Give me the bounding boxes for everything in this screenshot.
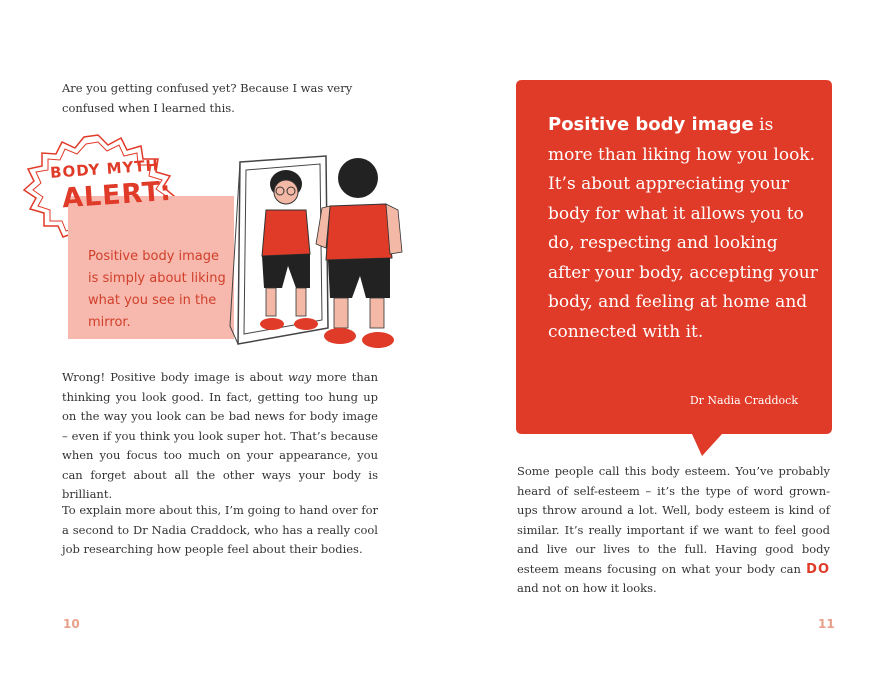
wrong-text-end: more than thinking you look good. In fact, getting too hung up on the way you look can be bad news for body image – even if you think you look super hot. That’s because when you focus too much on your appearance, you can forget about all the other ways your body is brilliant. — [62, 370, 378, 501]
alert-title — [40, 156, 173, 215]
esteem-text-start: Some people call this body esteem. You’ve probably heard of self-esteem – it’s the type of word grown-ups throw around a lot. Well, body esteem is kind of similar. It’s really important if we want to feel good and live our lives to the full. Having good body esteem means focusing on what your body can — [517, 464, 830, 576]
esteem-paragraph — [517, 462, 830, 599]
do-emphasis: DO — [806, 561, 830, 577]
alert-line-1: BODY MYTH — [49, 156, 160, 182]
quote-body: is more than liking how you look. It’s about appreciating your body for what it allows you to do, respecting and looking after your body, accepting your body, and feeling at home and connected with it. — [548, 115, 818, 342]
mirror-illustration — [226, 148, 412, 358]
intro-paragraph: Are you getting confused yet? Because I was very confused when I learned this. — [62, 81, 353, 115]
quote-attribution: Dr Nadia Craddock — [689, 394, 798, 407]
page-number-left: 10 — [63, 617, 80, 631]
quote-highlight: Positive body image — [548, 114, 754, 135]
wrong-paragraph — [62, 368, 378, 505]
wrong-emphasis: way — [288, 370, 312, 384]
wrong-text-start: Wrong! Positive body image is about — [62, 370, 289, 384]
right-page — [447, 0, 894, 677]
esteem-text-end: and not on how it looks. — [517, 581, 657, 595]
page-number-right: 11 — [818, 617, 835, 631]
alert-line-2: ALERT: — [61, 175, 173, 215]
myth-text: Positive body image is simply about liking what you see in the mirror. — [88, 249, 226, 330]
explain-paragraph: To explain more about this, I’m going to hand over for a second to Dr Nadia Craddock, who has a really cool job researching how people feel about their bodies. — [62, 503, 378, 556]
